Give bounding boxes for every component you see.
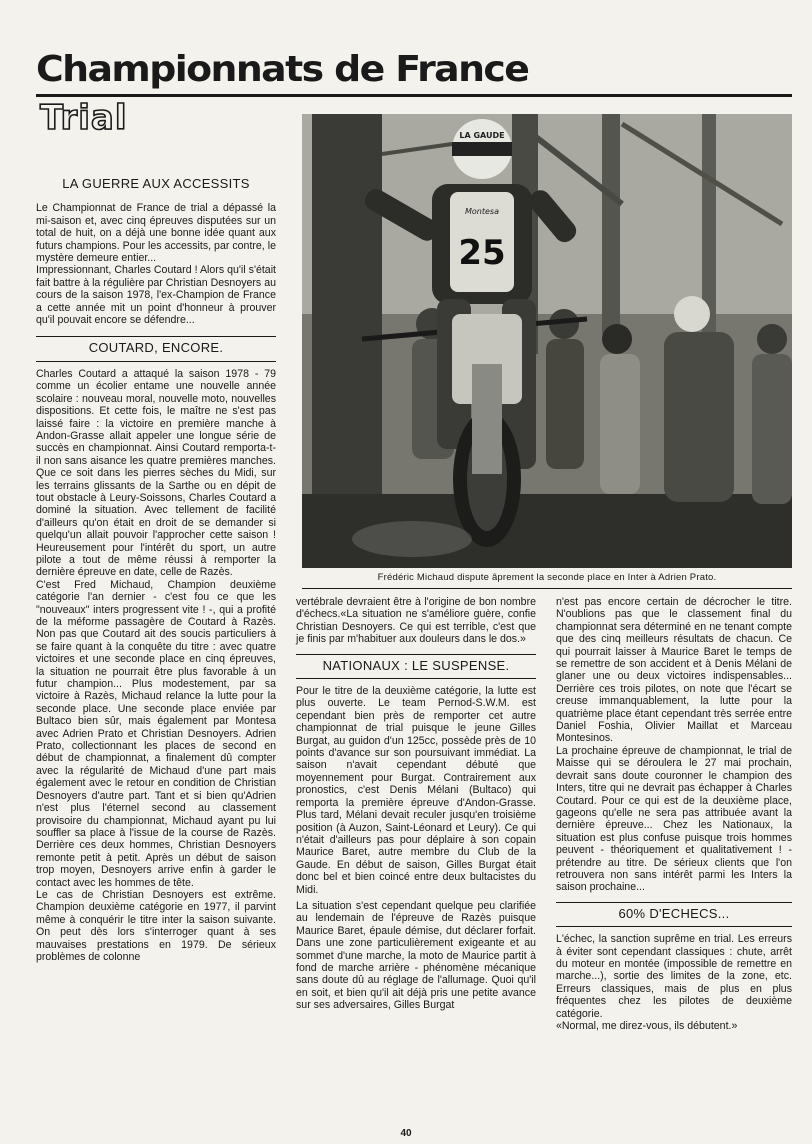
paragraph: n'est pas encore certain de décrocher le titre. N'oublions pas que le classement final du championnat sera déterminé en ne tenant compte que des cinq meilleurs résultats de chacun. Ce qui pourrait laisser à Maurice Baret le temps de se remettre de son accident et à Denis Mélani de glaner une ou deux victoires indispensables... Derrière ces trois pilotes, on note que l'écart se creuse immanquablement, la lutte pour la quatrième place étant cependant très serrée entre Daniel Foshia, Olivier Maillat et Marceau Montesinos. (556, 596, 792, 745)
paragraph: Charles Coutard a attaqué la saison 1978 - 79 comme un écolier entame une nouvelle année scolaire : nouveau moral, nouvelle moto, nouvelles dispositions. Et cette fois, le maître ne s'est pas laissé faire : la victoire en première manche à Andon-Grasse allait appeler une longue série de succès en championnat. Ainsi Coutard remporta-t-il non sans aisance les quatre premières manches. Que ce soit dans les pierres sèches du Midi, sur les terrains glissants de la Sarthe ou en dépit de tout obstacle à Leury-Soissons, Charles Coutard a dominé la situation. Avec tellement de facilité d'ailleurs qu'on était en droit de se demander si quelqu'un allait pouvoir l'approcher cette saison ! Heureusement pour l'intérêt du sport, un autre pilote a tout de même réussi à remporter la dernière épreuve en date, celle de Razès. (36, 367, 276, 579)
column-3 (556, 596, 792, 1032)
column-2 (296, 596, 536, 1012)
paragraph: Le cas de Christian Desnoyers est extrême. Champion deuxième catégorie en 1977, il parvint même à conquérir le titre inter la saison suivante. On peut dès lors s'interroger quant à ses mauvaises prestations en 1979. De sérieux problèmes de colonne (36, 888, 276, 963)
paragraph: «Normal, me direz-vous, ils débutent.» (556, 1020, 738, 1032)
section-title: Trial (40, 98, 128, 138)
column-1 (36, 172, 276, 963)
jersey-text: Montesa (465, 207, 499, 216)
page-title: Championnats de France (36, 49, 529, 90)
paragraph: L'échec, la sanction suprême en trial. Les erreurs à éviter sont cependant classiques : chute, arrêt du moteur en montée (impossible de remettre en marche...), sortie des limites de la zone, etc. Erreurs classiques, mais de plus en plus fréquentes chez les pilotes de deuxième catégorie. (556, 933, 792, 1020)
paragraph: La prochaine épreuve de championnat, le trial de Maisse qui se déroulera le 27 mai prochain, devrait sans doute couronner le champion des Inters, titre qui ne devrait pas échapper à Charles Coutard. Pour ce qui est de la deuxième place, gageons qu'elle ne sera pas attribuée avant la dernière épreuve... Chez les Nationaux, la situation est plus confuse puisque trois hommes peuvent - théoriquement et qualitativement ! - prétendre au titre. De sérieux clients que l'on retrouvera non sans intérêt parmi les Inters la saison prochaine... (556, 744, 792, 894)
paragraph: Le Championnat de France de trial a dépassé la mi-saison et, avec cinq épreuves disputées sur un total de huit, on a déjà une bonne idée quant aux futurs champions. Pour les accessits, par contre, le mystère demeure entier... (36, 202, 276, 265)
paragraph: Pour le titre de la deuxième catégorie, la lutte est plus ouverte. Le team Pernod-S.W.M. est cependant bien près de remporter cet autre championnat de trial puisque le jeune Gilles Burgat, au guidon d'un 125cc, possède près de 10 points d'avance sur son poursuivant immédiat. La saison n'avait cependant débuté que moyennement pour Burgat. Contrairement aux pronostics, c'est Denis Mélani (Bultaco) qui remporta la première épreuve d'Andon-Grasse. Plus tard, Mélani devait reculer jusqu'en troisième position (à Auzon, Saint-Léonard et Leury). Ce qui n'était d'ailleurs pas pour déplaire à son copain Maurice Baret, autre membre du Club de la Gaude. En début de saison, Gilles Burgat était donc bel et bien coincé entre deux bultacistes du Midi. (296, 685, 536, 896)
rider-number: 25 (458, 233, 506, 273)
paragraph: Impressionnant, Charles Coutard ! Alors qu'il s'était fait battre à la régulière par Christian Desnoyers au cours de la saison 1978, l'ex-Champion de France a cette année mit un point d'honneur à prouver qu'il pouvait encore se défendre... (36, 264, 276, 327)
section-heading-echecs: 60% D'ECHECS... (556, 902, 792, 927)
paragraph: La situation s'est cependant quelque peu clarifiée au lendemain de l'épreuve de Razès puisque Maurice Baret, épaule démise, dut déclarer forfait. Dans une zone particulièrement exigeante et au sommet d'une marche, la moto de Maurice partit à fond de marche arrière - phénomène mécanique sans doute dû au réglage de l'allumage. Quoi qu'il en soit, et bien qu'il ait déjà pris une petite avance sur ses adversaires, Gilles Burgat (296, 899, 536, 1012)
section-heading-nationaux: NATIONAUX : LE SUSPENSE. (296, 654, 536, 679)
photo (302, 114, 792, 568)
section-heading-coutard: COUTARD, ENCORE. (36, 336, 276, 361)
paragraph: vertébrale devraient être à l'origine de bon nombre d'échecs.«La situation ne s'améliore guère, confie Christian Desnoyers. Ce qui est terrible, c'est que je finis par m'habituer aux douleurs dans le dos.» (296, 596, 536, 646)
title-rule (36, 94, 792, 97)
photo-caption: Frédéric Michaud dispute âprement la seconde place en Inter à Adrien Prato. (302, 568, 792, 589)
photo-illustration (302, 114, 792, 568)
section-heading-accessits: LA GUERRE AUX ACCESSITS (62, 176, 250, 191)
paragraph: C'est Fred Michaud, Champion deuxième catégorie l'an dernier - c'est fou ce que les "nouveaux" inters progressent vite ! -, qui a profité de la méforme passagère de Coutard à Razès. Non pas que Coutard ait des soucis particuliers à se faire quant à la conquête du titre : avec quatre victoires et une seconde place en cinq épreuves, la situation ne pourrait être plus favorable à un futur champion... Plus modestement, par sa victoire à Razès, Michaud relance la lutte pour la seconde place. Une seconde place enviée par Bultaco bien sûr, mais également par Montesa avec Adrien Prato et Christian Desnoyers. Adrien Prato, collectionnant les places de second en début de championnat, a finalement dû compter avec la régularité de Michaud d'une part mais également avec le retour en condition de Christian Desnoyers d'autre part. Tant et si bien qu'Adrien n'est plus l'éternel second au classement provisoire du championnat, Michaud ayant pu lui souffler sa place à l'issue de la course de Razès. Derrière ces deux hommes, Christian Desnoyers remonte petit à petit. Après un début de saison trop moyen, Desnoyers arrive enfin à garder le contact avec les hommes de tête. (36, 578, 276, 889)
page-number: 40 (400, 1128, 412, 1139)
helmet-text: LA GAUDE (459, 131, 505, 140)
